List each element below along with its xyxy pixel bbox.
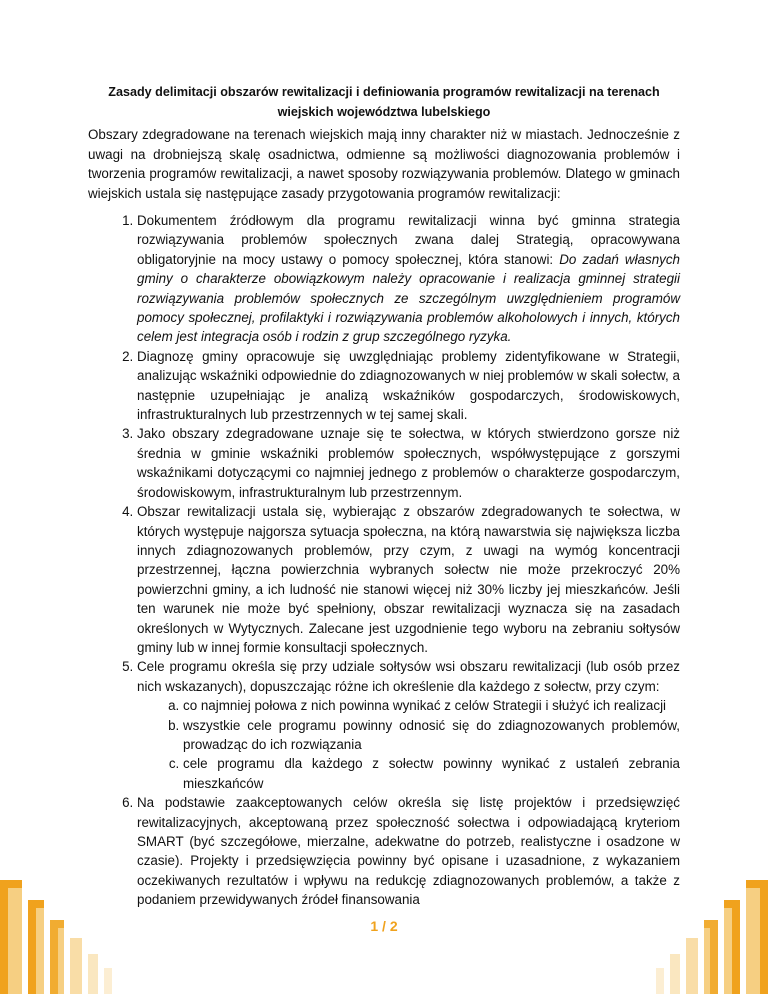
rule-1-quote: Do zadań własnych gminy o charakterze obowiązkowym należy opracowanie i realizacja gminnej strategii rozwiązywania problemów społecznych ze szczególnym uwzględnieniem programów pomocy społecznej, profilaktyki i rozwiązywania problemów alkoholowych i innych, których celem jest integracja osób i rodzin z grup szczególnego ryzyka.	[137, 251, 680, 345]
rule-5	[137, 657, 680, 793]
rule-5c: c. cele programu dla każdego z sołectw powinny wynikać z ustaleń zebrania mieszkańców	[183, 754, 680, 793]
footer-decoration-left-icon	[0, 880, 140, 994]
rule-6: 6. Na podstawie zaakceptowanych celów określa się listę projektów i przedsięwzięć rewitalizacyjnych, akceptowaną przez społeczność sołectwa i odpowiadającą kryteriom SMART (być szczegółowe, mierzalne, adekwatne do potrzeb, realistyczne i osadzone w czasie). Projekty i przedsięwzięcia powinny być opisane i uzasadnione, z wykazaniem oczekiwanych rezultatów i wpływu na redukcję zdiagnozowanych problemów, a także z podaniem przewidywanych źródeł finansowania	[137, 793, 680, 909]
rule-5b: b. wszystkie cele programu powinny odnosić się do zdiagnozowanych problemów, prowadząc do ich rozwiązania	[183, 716, 680, 755]
rule-3: 3. Jako obszary zdegradowane uznaje się te sołectwa, w których stwierdzono gorsze niż średnia w gminie wskaźniki problemów społecznych, współwystępujące z gorszymi wskaźnikami dotyczącymi co najmniej jednego z problemów o charakterze gospodarczym, środowiskowym, infrastrukturalnym lub przestrzennym.	[137, 424, 680, 502]
rules-list	[88, 211, 680, 910]
rule-2: 2. Diagnozę gminy opracowuje się uwzględniając problemy zidentyfikowane w Strategii, analizując wskaźniki odpowiednie do zdiagnozowanych w niej problemów w skali sołectw, a następnie uzupełniając je analizą wskaźników gospodarczych, środowiskowych, infrastrukturalnych lub przestrzennych w tej samej skali.	[137, 347, 680, 425]
intro-paragraph: Obszary zdegradowane na terenach wiejskich mają inny charakter niż w miastach. Jednocześnie z uwagi na drobniejszą skalę osadnictwa, odmienne są możliwości diagnozowania problemów i tworzenia programów rewitalizacji, a nawet sposoby rozwiązywania problemów. Dlatego w gminach wiejskich ustala się następujące zasady przygotowania programów rewitalizacji:	[88, 127, 680, 201]
title-line-1: Zasady delimitacji obszarów rewitalizacji i definiowania programów rewitalizacji na terenach	[108, 85, 660, 99]
document-title	[100, 82, 668, 122]
title-line-2: wiejskich województwa lubelskiego	[277, 105, 491, 119]
rule-4: 4. Obszar rewitalizacji ustala się, wybierając z obszarów zdegradowanych te sołectwa, w których występuje najgorsza sytuacja społeczna, na którą nawarstwia się największa liczba innych zdiagnozowanych problemów, przy czym, z uwagi na wymóg koncentracji przestrzennej, łączna powierzchnia wybranych sołectw nie może przekroczyć 20% powierzchni gminy, a ich ludność nie stanowi więcej niż 30% liczby jej mieszkańców. Jeśli ten warunek nie może być spełniony, obszar rewitalizacji wyznacza się na zasadach określonych w Wytycznych. Zalecane jest uzgodnienie tego wyboru na zebraniu sołtysów gminy lub w innej formie konsultacji społecznych.	[137, 502, 680, 657]
rule-5-sublist	[137, 696, 680, 793]
rule-5-text: Cele programu określa się przy udziale sołtysów wsi obszaru rewitalizacji (lub osób przez nich wskazanych), dopuszczając różne ich określenie dla każdego z sołectw, przy czym:	[137, 659, 680, 694]
footer-decoration-right-icon	[628, 880, 768, 994]
page-number: 1 / 2	[370, 918, 398, 934]
rule-1	[137, 211, 680, 347]
rule-1-text: Dokumentem źródłowym dla programu rewitalizacji winna być gminna strategia rozwiązywania problemów społecznych zwana dalej Strategią, opracowywana obligatoryjnie na mocy ustawy o pomocy społecznej, która stanowi:	[137, 213, 680, 267]
rule-5a: a. co najmniej połowa z nich powinna wynikać z celów Strategii i służyć ich realizacji	[183, 696, 680, 715]
